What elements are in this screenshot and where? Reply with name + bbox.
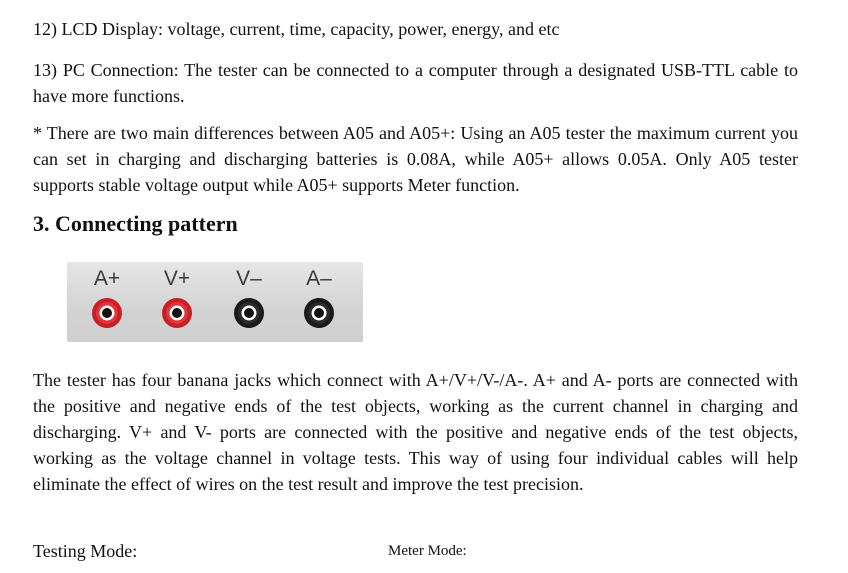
model-differences-note: * There are two main differences between A05 and A05+: Using an A05 tester the maximum current you can set in charging and discharging batteries is 0.08A, while A05+ allows 0.05A. Only A05 tester supports stable voltage output while A05+ supports Meter function. xyxy=(33,123,798,195)
black-banana-jack-icon xyxy=(303,297,335,329)
jack-label: V+ xyxy=(163,267,191,290)
testing-mode-label: Testing Mode: xyxy=(33,541,138,561)
jack-v-minus xyxy=(229,268,269,340)
feature-item-pc-connection: 13) PC Connection: The tester can be connected to a computer through a designated USB-TTL cable to have more functions. xyxy=(33,60,798,106)
jack-a-minus xyxy=(299,268,339,340)
red-banana-jack-icon xyxy=(91,297,123,329)
meter-mode-label: Meter Mode: xyxy=(388,543,467,559)
red-banana-jack-icon xyxy=(161,297,193,329)
jack-label: A+ xyxy=(93,267,121,290)
jack-a-plus xyxy=(87,268,127,340)
jack-v-plus xyxy=(157,268,197,340)
banana-jack-panel-image xyxy=(67,262,363,342)
jack-label: A– xyxy=(306,267,332,290)
section-heading-connecting-pattern: 3. Connecting pattern xyxy=(33,211,238,236)
jack-label: V– xyxy=(236,267,262,290)
black-banana-jack-icon xyxy=(233,297,265,329)
feature-item-lcd-display: 12) LCD Display: voltage, current, time, capacity, power, energy, and etc xyxy=(33,19,560,39)
banana-jack-description: The tester has four banana jacks which connect with A+/V+/V-/A-. A+ and A- ports are connected with the positive and negative ends of the test objects, working as the current channel in charging and discharging. V+ and V- ports are connected with the positive and negative ends of the test objects, working as the voltage channel in voltage tests. This way of using four individual cables will help eliminate the effect of wires on the test result and improve the test precision. xyxy=(33,370,798,494)
